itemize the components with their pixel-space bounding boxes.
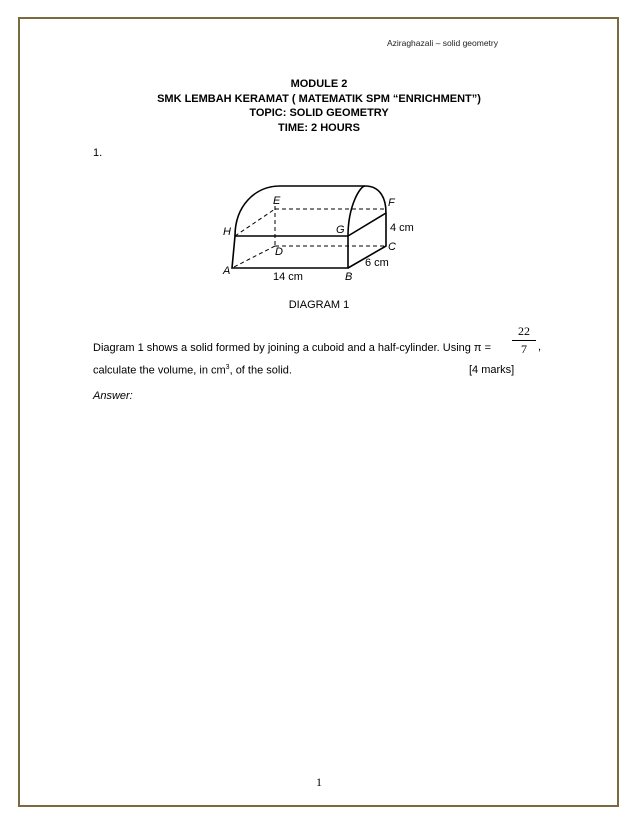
fraction-comma: ,	[538, 341, 542, 353]
pi-denominator: 7	[521, 342, 527, 356]
dim-length: 14 cm	[273, 271, 303, 283]
dim-height: 4 cm	[390, 222, 414, 234]
page-border	[18, 17, 619, 807]
dim-width: 6 cm	[365, 257, 389, 269]
label-d: D	[275, 246, 283, 258]
label-g: G	[336, 224, 345, 236]
title-line-1: MODULE 2	[290, 78, 348, 90]
front-arc	[235, 186, 365, 236]
header-note: Aziraghazali – solid geometry	[386, 38, 498, 48]
cubic-superscript: 3	[225, 364, 230, 371]
solid-diagram	[220, 176, 430, 284]
question-text-line-2-post: , of the solid.	[229, 364, 292, 377]
page-number: 1	[316, 775, 322, 789]
hidden-edge-he	[235, 209, 275, 236]
question-text-line-2-pre: calculate the volume, in cm	[93, 364, 226, 377]
pi-numerator: 22	[518, 324, 530, 338]
label-h: H	[223, 226, 231, 238]
title-block	[0, 77, 638, 135]
right-arc	[348, 186, 386, 236]
label-a: A	[223, 265, 231, 277]
title-line-3: TOPIC: SOLID GEOMETRY	[249, 107, 389, 119]
pi-fraction	[512, 324, 536, 357]
title-line-4: TIME: 2 HOURS	[278, 121, 360, 134]
label-b: B	[345, 271, 353, 283]
marks-label: [4 marks]	[469, 364, 515, 376]
title-line-2: SMK LEMBAH KERAMAT ( MATEMATIK SPM “ENRICHMENT”)	[157, 92, 481, 105]
label-f: F	[388, 197, 395, 209]
question-text-line-2	[93, 364, 292, 377]
fraction-bar	[512, 340, 536, 341]
front-face	[232, 236, 348, 268]
question-text-line-1: Diagram 1 shows a solid formed by joining a cuboid and a half-cylinder. Using π =	[93, 342, 491, 354]
label-e: E	[273, 195, 281, 207]
question-number: 1.	[93, 147, 103, 159]
hidden-edge-da	[232, 246, 275, 268]
diagram-caption: DIAGRAM 1	[288, 299, 350, 311]
label-c: C	[388, 241, 396, 253]
answer-label: Answer:	[93, 390, 133, 402]
edge-gf	[348, 213, 386, 236]
